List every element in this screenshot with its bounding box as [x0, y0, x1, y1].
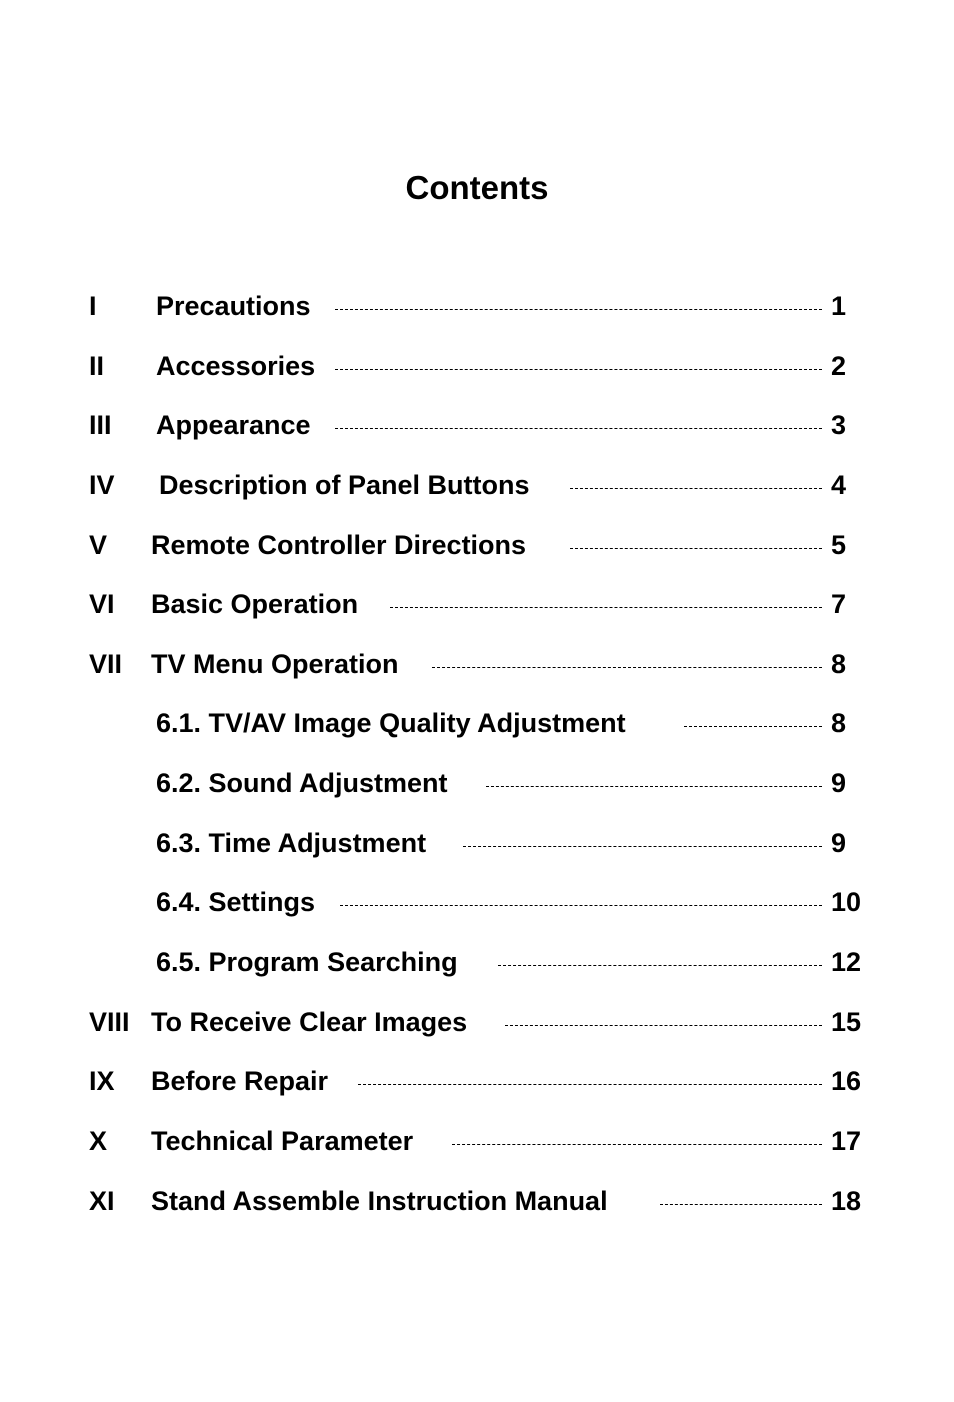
- toc-entry-page: 8: [831, 708, 847, 738]
- toc-entry: [0, 348, 954, 384]
- dotted-leader: [570, 548, 822, 549]
- toc-entry-number: III: [89, 410, 112, 440]
- toc-entry: [0, 407, 954, 443]
- toc-entry-label: Remote Controller Directions: [151, 527, 532, 563]
- toc-entry-label: Precautions: [156, 288, 317, 324]
- toc-entry-page: 16: [831, 1066, 862, 1096]
- toc-entry: [0, 288, 954, 324]
- dotted-leader: [335, 309, 822, 310]
- toc-entry-label: Appearance: [156, 407, 317, 443]
- dotted-leader: [505, 1025, 822, 1026]
- toc-entry-label: Basic Operation: [151, 586, 364, 622]
- toc-entry-label: Before Repair: [151, 1063, 334, 1099]
- toc-entry-page: 3: [831, 410, 847, 440]
- toc-entry-label: 6.3. Time Adjustment: [156, 825, 432, 861]
- toc-entry-label: Description of Panel Buttons: [159, 467, 536, 503]
- toc-entry-page: 4: [831, 470, 847, 500]
- dotted-leader: [498, 965, 822, 966]
- toc-entry-label: 6.5. Program Searching: [156, 944, 464, 980]
- toc-entry-page: 18: [831, 1186, 862, 1216]
- toc-entry-page: 7: [831, 589, 847, 619]
- toc-subentry: [0, 825, 954, 861]
- dotted-leader: [660, 1204, 822, 1205]
- toc-entry-number: VIII: [89, 1007, 130, 1037]
- toc-entry-label: 6.4. Settings: [156, 884, 321, 920]
- toc-entry: [0, 1183, 954, 1219]
- toc-entry-number: X: [89, 1126, 108, 1156]
- toc-entry: [0, 586, 954, 622]
- toc-entry-page: 9: [831, 768, 847, 798]
- toc-entry-page: 2: [831, 351, 847, 381]
- toc-entry-page: 5: [831, 530, 847, 560]
- toc-entry-number: IX: [89, 1066, 115, 1096]
- toc-entry: [0, 1063, 954, 1099]
- dotted-leader: [390, 607, 822, 608]
- dotted-leader: [340, 905, 822, 906]
- toc-entry-number: VII: [89, 649, 123, 679]
- toc-entry-page: 12: [831, 947, 862, 977]
- toc-entry-label: Accessories: [156, 348, 321, 384]
- toc-entry-label: 6.1. TV/AV Image Quality Adjustment: [156, 705, 632, 741]
- dotted-leader: [335, 369, 822, 370]
- toc-entry-label: Technical Parameter: [151, 1123, 419, 1159]
- dotted-leader: [432, 667, 822, 668]
- toc-subentry: [0, 705, 954, 741]
- toc-entry-page: 8: [831, 649, 847, 679]
- dotted-leader: [684, 726, 822, 727]
- dotted-leader: [452, 1144, 822, 1145]
- toc-entry-number: I: [89, 291, 97, 321]
- dotted-leader: [335, 428, 822, 429]
- toc-entry-number: II: [89, 351, 105, 381]
- toc-entry-page: 17: [831, 1126, 862, 1156]
- toc-entry-page: 15: [831, 1007, 862, 1037]
- toc-subentry: [0, 944, 954, 980]
- toc-entry-number: IV: [89, 470, 115, 500]
- toc-entry-page: 1: [831, 291, 847, 321]
- toc-subentry: [0, 765, 954, 801]
- toc-entry: [0, 646, 954, 682]
- dotted-leader: [486, 786, 822, 787]
- dotted-leader: [358, 1084, 822, 1085]
- toc-entry: [0, 467, 954, 503]
- toc-entry: [0, 1004, 954, 1040]
- toc-entry-number: XI: [89, 1186, 115, 1216]
- toc-entry-page: 9: [831, 828, 847, 858]
- toc-entry-label: 6.2. Sound Adjustment: [156, 765, 454, 801]
- page-title: Contents: [405, 169, 549, 206]
- dotted-leader: [570, 488, 822, 489]
- toc-entry: [0, 527, 954, 563]
- toc-subentry: [0, 884, 954, 920]
- toc-entry-label: Stand Assemble Instruction Manual: [151, 1183, 614, 1219]
- toc-entry-number: V: [89, 530, 108, 560]
- toc-entry-label: To Receive Clear Images: [151, 1004, 473, 1040]
- toc-entry-label: TV Menu Operation: [151, 646, 405, 682]
- toc-entry: [0, 1123, 954, 1159]
- toc-entry-number: VI: [89, 589, 115, 619]
- toc-entry-page: 10: [831, 887, 862, 917]
- dotted-leader: [463, 846, 822, 847]
